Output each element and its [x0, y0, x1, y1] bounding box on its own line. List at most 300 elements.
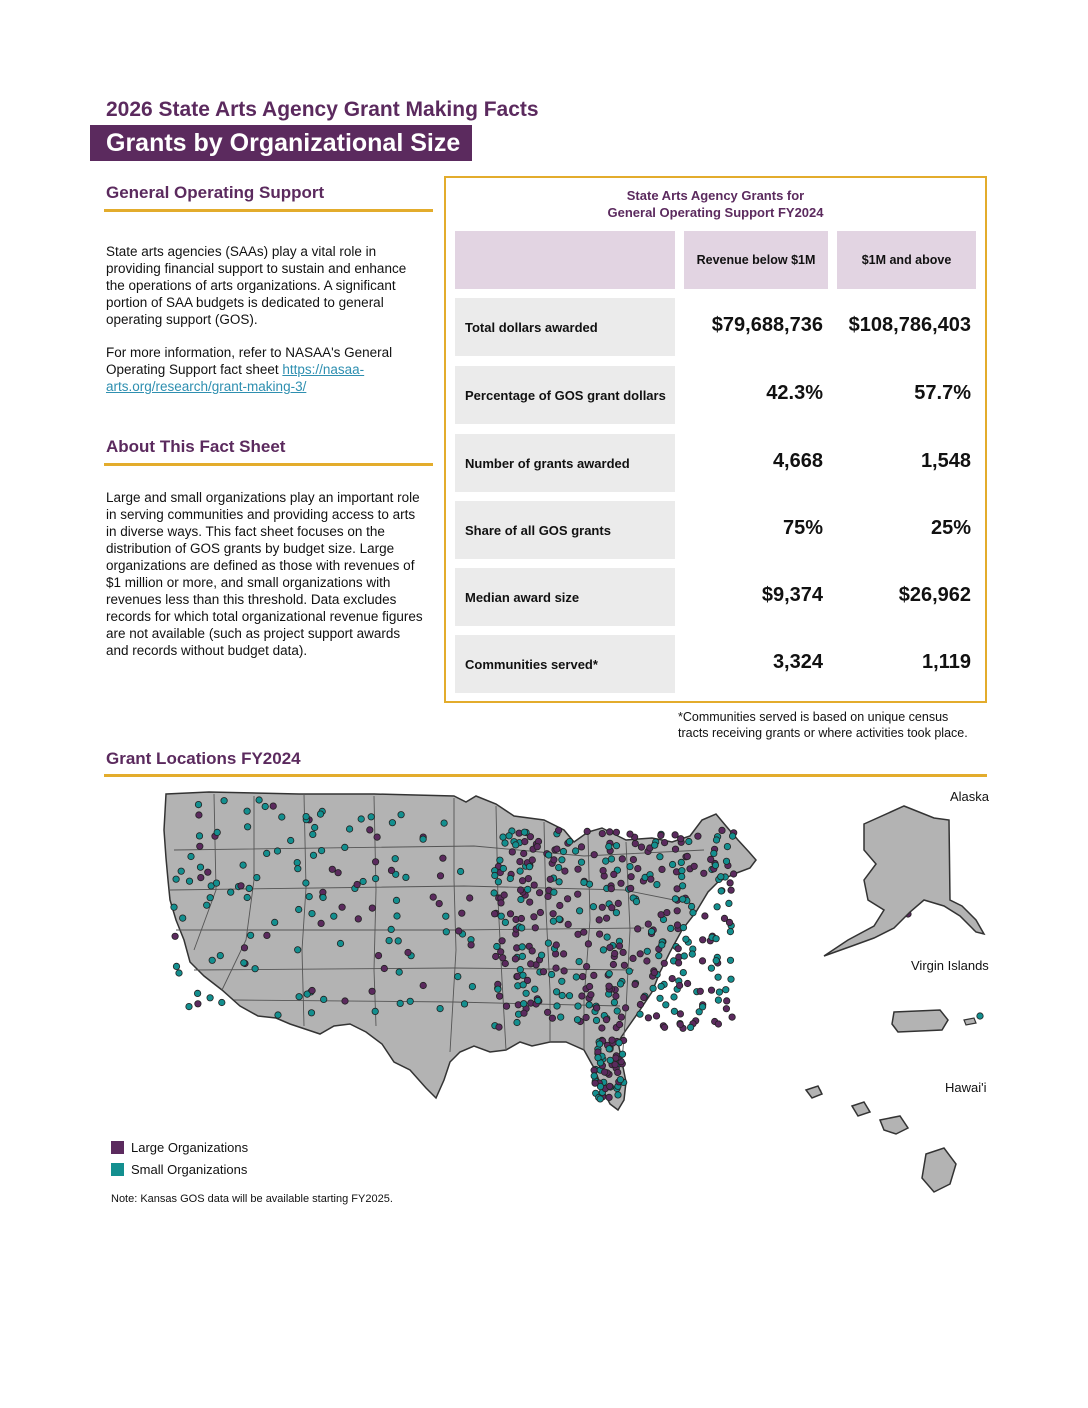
grant-dot: [669, 975, 675, 981]
grant-dot: [507, 875, 513, 881]
grant-dot: [674, 908, 680, 914]
grant-dot: [591, 1073, 597, 1079]
grant-dot: [295, 866, 301, 872]
grant-dot: [596, 931, 602, 937]
grant-dot: [566, 838, 572, 844]
table-row-label: Share of all GOS grants: [455, 501, 675, 559]
grant-dot: [342, 998, 348, 1004]
grant-dot: [724, 843, 730, 849]
grant-dot: [525, 886, 531, 892]
grant-dot: [635, 926, 641, 932]
grant-dot: [501, 892, 507, 898]
grant-dot: [671, 1008, 677, 1014]
page-supertitle: 2026 State Arts Agency Grant Making Facts: [106, 98, 539, 121]
grant-dot: [611, 999, 617, 1005]
grant-dot: [523, 990, 529, 996]
grant-dot: [632, 981, 638, 987]
grant-dot: [534, 844, 540, 850]
grant-dot: [469, 983, 475, 989]
grant-dot: [726, 900, 732, 906]
grant-dot: [626, 968, 632, 974]
grant-dot: [310, 852, 316, 858]
grant-dot: [173, 963, 179, 969]
grant-dot: [620, 949, 626, 955]
grant-dot: [441, 820, 447, 826]
grant-dot: [584, 828, 590, 834]
grant-dot: [679, 873, 685, 879]
grant-dot: [581, 879, 587, 885]
grant-dot: [723, 1006, 729, 1012]
grant-dot: [597, 1083, 603, 1089]
grant-dot: [381, 965, 387, 971]
table-value-below-1m: $9,374: [761, 584, 823, 606]
hawaii-big-island-shape: [922, 1148, 956, 1192]
grant-dot: [537, 909, 543, 915]
grant-dot: [436, 900, 442, 906]
grant-dot: [977, 1013, 983, 1019]
grant-dot: [597, 1096, 603, 1102]
grant-dot: [609, 905, 615, 911]
grant-dot: [228, 889, 234, 895]
grant-dot: [288, 837, 294, 843]
grant-dot: [335, 870, 341, 876]
grant-dot: [497, 857, 503, 863]
grant-dot: [593, 1017, 599, 1023]
table-value-below-1m: 3,324: [772, 651, 823, 673]
grant-dot: [520, 982, 526, 988]
grant-dot: [708, 856, 714, 862]
grant-dot: [491, 911, 497, 917]
grant-dot: [583, 1014, 589, 1020]
grant-dot: [711, 850, 717, 856]
table-header-1m-above: $1M and above: [837, 231, 976, 289]
grant-dot: [672, 832, 678, 838]
grant-dot: [244, 808, 250, 814]
grant-dot: [310, 831, 316, 837]
table-value-1m-above: 1,119: [922, 651, 971, 673]
table-row-label: Total dollars awarded: [455, 298, 675, 356]
grant-dot: [372, 859, 378, 865]
grant-dot: [604, 934, 610, 940]
grant-dot: [455, 973, 461, 979]
grant-dot: [689, 951, 695, 957]
grant-dot: [517, 887, 523, 893]
grant-dot: [188, 853, 194, 859]
grant-dot: [549, 1015, 555, 1021]
grant-dot: [630, 955, 636, 961]
grant-dot: [507, 911, 513, 917]
grant-dot: [437, 1005, 443, 1011]
grant-dot: [618, 880, 624, 886]
grant-dot: [678, 859, 684, 865]
grant-dot: [247, 932, 253, 938]
grant-dot: [600, 947, 606, 953]
grant-dot: [405, 949, 411, 955]
grant-dot: [661, 1024, 667, 1030]
grant-dot: [583, 963, 589, 969]
grant-dot: [388, 867, 394, 873]
grant-dot: [214, 829, 220, 835]
grant-dot: [506, 833, 512, 839]
grant-dot: [346, 826, 352, 832]
grant-dot: [637, 1011, 643, 1017]
grant-dot: [579, 993, 585, 999]
grant-dot: [713, 936, 719, 942]
grant-dot: [318, 847, 324, 853]
grant-dot: [617, 1076, 623, 1082]
grant-dot: [675, 960, 681, 966]
grant-dot: [616, 1040, 622, 1046]
grant-dot: [264, 932, 270, 938]
grant-dot: [729, 1014, 735, 1020]
grant-dot: [394, 913, 400, 919]
grant-dot: [551, 889, 557, 895]
grant-dot: [613, 910, 619, 916]
grant-dot: [588, 992, 594, 998]
grant-dot: [440, 855, 446, 861]
grant-dot: [551, 857, 557, 863]
grant-dot: [645, 921, 651, 927]
grant-dot: [531, 882, 537, 888]
grant-dot: [531, 914, 537, 920]
grant-dot: [701, 870, 707, 876]
grant-dot: [651, 969, 657, 975]
grant-dot: [727, 928, 733, 934]
grant-dot: [491, 890, 497, 896]
grant-dot: [652, 842, 658, 848]
grant-dot: [669, 861, 675, 867]
grant-dot: [374, 834, 380, 840]
grant-dot: [407, 998, 413, 1004]
grant-dot: [553, 942, 559, 948]
grant-dot: [528, 961, 534, 967]
grant-dot: [619, 1051, 625, 1057]
grant-dot: [627, 831, 633, 837]
grant-dot: [279, 814, 285, 820]
grant-dot: [675, 946, 681, 952]
grant-dot: [606, 1046, 612, 1052]
grant-dot: [560, 848, 566, 854]
grant-dot: [252, 966, 258, 972]
grant-dot: [702, 913, 708, 919]
legend-small-swatch: [111, 1163, 124, 1176]
table-value-below-1m: 75%: [782, 517, 823, 539]
grant-dot: [321, 996, 327, 1002]
map-rule: [104, 774, 987, 777]
grant-dot: [715, 974, 721, 980]
grant-dot: [500, 955, 506, 961]
grant-dot: [580, 973, 586, 979]
table-row-label: Percentage of GOS grant dollars: [455, 366, 675, 424]
grant-dot: [729, 833, 735, 839]
grant-dot: [372, 1008, 378, 1014]
grant-dot: [727, 880, 733, 886]
page-title: Grants by Organizational Size: [90, 125, 472, 161]
grant-dot: [632, 840, 638, 846]
grant-dot: [512, 956, 518, 962]
grant-dot: [716, 989, 722, 995]
grant-dot: [499, 938, 505, 944]
grant-dot: [576, 908, 582, 914]
hawaii-maui-shape: [880, 1116, 908, 1134]
grant-dot: [176, 970, 182, 976]
grant-dot: [519, 925, 525, 931]
grant-dot: [339, 904, 345, 910]
grant-dot: [608, 856, 614, 862]
grant-dot: [656, 953, 662, 959]
grant-dot: [306, 893, 312, 899]
grant-dot: [554, 846, 560, 852]
grant-dot: [502, 919, 508, 925]
grant-dot: [468, 942, 474, 948]
table-value-1m-above: $26,962: [898, 584, 971, 606]
grant-dot: [560, 951, 566, 957]
grant-dot: [723, 987, 729, 993]
grant-dot: [295, 947, 301, 953]
grant-dot: [645, 1015, 651, 1021]
grant-dot: [461, 1001, 467, 1007]
grant-dot: [372, 875, 378, 881]
table-value-1m-above: 1,548: [920, 450, 971, 472]
grant-dot: [430, 894, 436, 900]
grant-dot: [683, 936, 689, 942]
grant-dot: [661, 839, 667, 845]
grant-dot: [613, 993, 619, 999]
grant-dot: [553, 989, 559, 995]
grant-dot: [650, 985, 656, 991]
grant-dot: [712, 862, 718, 868]
puerto-rico-shape: [892, 1010, 948, 1032]
grant-dot: [241, 945, 247, 951]
grant-dot: [403, 874, 409, 880]
grant-dot: [586, 1002, 592, 1008]
grant-dot: [329, 866, 335, 872]
grant-dot: [680, 924, 686, 930]
grant-dot: [559, 992, 565, 998]
grant-dot: [368, 814, 374, 820]
grant-dot: [724, 998, 730, 1004]
grant-dot: [638, 844, 644, 850]
grant-dot: [320, 894, 326, 900]
gos-more-info: [106, 344, 428, 395]
grant-dot: [622, 1005, 628, 1011]
grant-dot: [194, 990, 200, 996]
grant-dot: [728, 976, 734, 982]
grant-dot: [677, 1011, 683, 1017]
grant-dot: [367, 827, 373, 833]
table-header-below-1m: Revenue below $1M: [684, 231, 828, 289]
grant-dot: [494, 943, 500, 949]
grant-dot: [521, 829, 527, 835]
grant-dot: [398, 812, 404, 818]
table-footnote: [678, 709, 968, 741]
grant-dot: [561, 968, 567, 974]
table-value-1m-above: 57.7%: [914, 382, 971, 404]
table-value-below-1m: 4,668: [772, 450, 823, 472]
grant-dot: [397, 1000, 403, 1006]
grant-dot: [621, 962, 627, 968]
grant-dot: [246, 885, 252, 891]
grant-dot: [695, 833, 701, 839]
grant-dot: [578, 859, 584, 865]
grant-dot: [420, 836, 426, 842]
grant-dot: [658, 832, 664, 838]
grant-dot: [195, 801, 201, 807]
grant-dot: [354, 881, 360, 887]
grant-dot: [559, 978, 565, 984]
grant-dot: [498, 913, 504, 919]
grant-dot: [495, 879, 501, 885]
grant-dot: [599, 1025, 605, 1031]
grant-dot: [274, 848, 280, 854]
grant-dot: [607, 829, 613, 835]
label-virgin-islands: Virgin Islands: [911, 958, 989, 973]
grant-dot: [172, 933, 178, 939]
grant-dot: [547, 876, 553, 882]
grant-dot: [727, 957, 733, 963]
grant-dot: [617, 981, 623, 987]
grant-dot: [527, 899, 533, 905]
grant-dot: [493, 953, 499, 959]
grant-dot: [207, 895, 213, 901]
grant-dot: [578, 844, 584, 850]
grant-dot: [308, 1010, 314, 1016]
label-alaska: Alaska: [950, 789, 990, 804]
table-footnote-line2: tracts receiving grants or where activities took place.: [678, 726, 968, 740]
grant-dot: [585, 941, 591, 947]
grant-dot: [388, 926, 394, 932]
grant-dot: [317, 811, 323, 817]
grant-dot: [386, 937, 392, 943]
gos-more-info-text: For more information, refer to NASAA's General Operating Support fact sheet: [106, 345, 393, 377]
grant-dot: [581, 929, 587, 935]
map-note: Note: Kansas GOS data will be available starting FY2025.: [111, 1193, 393, 1205]
grant-dot: [342, 844, 348, 850]
grant-dot: [653, 1013, 659, 1019]
grant-dot: [630, 856, 636, 862]
grant-dot: [540, 969, 546, 975]
grant-dot: [178, 868, 184, 874]
table-footnote-line1: *Communities served is based on unique census: [678, 710, 949, 724]
grant-dot: [595, 1055, 601, 1061]
grant-dot: [180, 915, 186, 921]
grant-dot: [517, 868, 523, 874]
grant-dot: [521, 1001, 527, 1007]
grant-dot: [566, 993, 572, 999]
grant-dot: [637, 951, 643, 957]
grant-dot: [521, 1010, 527, 1016]
grant-dot: [659, 942, 665, 948]
grant-dot: [529, 857, 535, 863]
grant-dot: [369, 988, 375, 994]
grant-dot: [509, 849, 515, 855]
grant-dot: [611, 871, 617, 877]
grant-dot: [591, 852, 597, 858]
table-header-empty: [455, 231, 675, 289]
grant-dot: [527, 834, 533, 840]
grant-dot: [244, 824, 250, 830]
grant-dot: [627, 863, 633, 869]
about-paragraph: Large and small organizations play an important role in serving communities and providing access to arts in diverse ways. This fact sheet focuses on the distribution of GOS grants by budget size. Large organizations are defined as those with revenues of $1 million or more, and small organizations with revenues less than this threshold. Data excludes records for which total organizational revenue figures are not available (such as project support awards and records without budget data).: [106, 490, 423, 658]
gos-heading: General Operating Support: [106, 183, 325, 202]
grant-dot: [635, 865, 641, 871]
grant-dot: [619, 856, 625, 862]
grant-dot: [546, 852, 552, 858]
grant-dot: [713, 958, 719, 964]
grant-dot: [557, 902, 563, 908]
grant-dot: [676, 982, 682, 988]
grant-dot: [459, 910, 465, 916]
grant-dot: [680, 969, 686, 975]
grant-dot: [548, 971, 554, 977]
grant-dot: [396, 969, 402, 975]
grant-dot: [575, 891, 581, 897]
grant-dot: [213, 880, 219, 886]
grant-dot: [197, 864, 203, 870]
grant-dot: [437, 873, 443, 879]
grant-dot: [525, 875, 531, 881]
grant-dot: [575, 1003, 581, 1009]
grant-dot: [254, 874, 260, 880]
hawaii-kauai-shape: [806, 1086, 822, 1098]
table-value-1m-above: $108,786,403: [848, 314, 971, 336]
grant-dot: [554, 1003, 560, 1009]
grant-dot: [256, 797, 262, 803]
label-hawaii: Hawai'i: [945, 1080, 987, 1095]
legend-large-label: Large Organizations: [131, 1140, 249, 1155]
grant-dot: [564, 896, 570, 902]
grant-dot: [715, 1021, 721, 1027]
grant-dot: [674, 886, 680, 892]
grant-dot: [309, 987, 315, 993]
grant-dot: [684, 980, 690, 986]
grant-dot: [606, 1094, 612, 1100]
grant-dot: [532, 986, 538, 992]
grant-dot: [628, 874, 634, 880]
table-title: [444, 187, 987, 221]
grant-dot: [601, 1069, 607, 1075]
grant-locations-map: [104, 780, 1004, 1200]
grant-dot: [393, 897, 399, 903]
grant-dot: [664, 909, 670, 915]
grant-dot: [606, 971, 612, 977]
grant-dot: [618, 1014, 624, 1020]
grant-dot: [520, 972, 526, 978]
grant-dot: [672, 896, 678, 902]
grant-dot: [715, 997, 721, 1003]
gos-paragraph: State arts agencies (SAAs) play a vital role in providing financial support to sustain and enhance the operations of arts organizations. A significant portion of SAA budgets is dedicated to general operating support (GOS).: [106, 244, 407, 327]
grant-dot: [730, 871, 736, 877]
grant-dot: [558, 1014, 564, 1020]
grant-dot: [590, 904, 596, 910]
grant-dot: [392, 856, 398, 862]
grant-dot: [616, 943, 622, 949]
grant-dot: [296, 906, 302, 912]
grant-dot: [679, 868, 685, 874]
grant-dot: [573, 974, 579, 980]
grant-dot: [519, 944, 525, 950]
grant-dot: [198, 874, 204, 880]
grant-dot: [648, 876, 654, 882]
gos-factsheet-link[interactable]: https://nasaa-arts.org/research/grant-making-3/: [106, 362, 365, 394]
grant-dot: [607, 944, 613, 950]
table-title-line2: General Operating Support FY2024: [607, 205, 824, 220]
legend-small-label: Small Organizations: [131, 1162, 248, 1177]
grant-dot: [389, 820, 395, 826]
grant-dot: [594, 1005, 600, 1011]
grant-dot: [503, 1003, 509, 1009]
grant-dot: [671, 994, 677, 1000]
